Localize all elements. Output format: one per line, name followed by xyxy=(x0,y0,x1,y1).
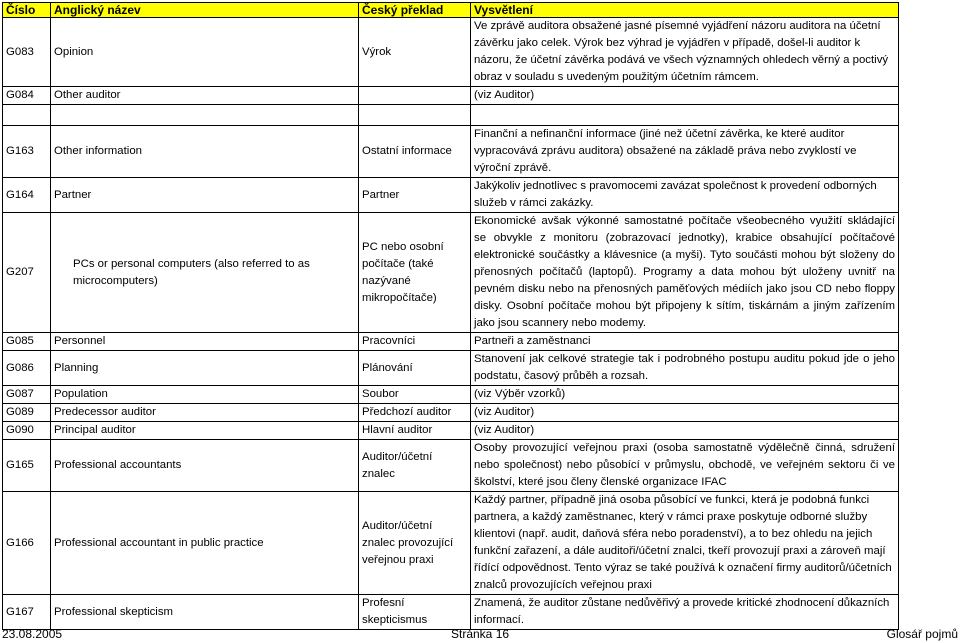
term-english: Partner xyxy=(51,178,359,213)
table-row xyxy=(3,18,899,87)
term-explanation: Stanovení jak celkové strategie tak i podrobného postupu auditu pokud jde o jeho podstatu, časový průběh a rozsah. xyxy=(471,351,899,386)
footer-date: 23.08.2005 xyxy=(2,627,63,641)
term-english: Opinion xyxy=(51,18,359,87)
term-explanation: Partneři a zaměstnanci xyxy=(471,333,899,351)
term-number: G167 xyxy=(3,595,51,630)
table-row xyxy=(3,440,899,492)
term-number: G090 xyxy=(3,422,51,440)
table-row xyxy=(3,422,899,440)
header-czech: Český překlad xyxy=(359,3,471,18)
table-row xyxy=(3,126,899,178)
term-number: G164 xyxy=(3,178,51,213)
term-explanation: Finanční a nefinanční informace (jiné než účetní závěrka, ke které auditor vypracovává zprávu auditora) obsažené na základě práva nebo zvyklostí ve výroční zprávě. xyxy=(471,126,899,178)
term-explanation: Ekonomické avšak výkonné samostatné počítače všeobecného využití skládající se obvykle z monitoru (zobrazovací jednotky), krabice obsahující počítačové elektronické součástky a klávesnice (a myši). Tyto součásti mohou být složeny do přenosných počítačů (laptopů). Programy a data mohou být uloženy uvnitř na pevném disku nebo na přenosných paměťových médiích jako jsou CD nebo floppy disky. Osobní počítače mohou být připojeny k sítím, tiskárnám a jiným zařízením jako jsou scannery nebo modemy. xyxy=(471,213,899,333)
header-number: Číslo xyxy=(3,3,51,18)
term-czech: Partner xyxy=(359,178,471,213)
term-number: G086 xyxy=(3,351,51,386)
term-number: G166 xyxy=(3,492,51,595)
table-row xyxy=(3,386,899,404)
term-number: G083 xyxy=(3,18,51,87)
term-english: Predecessor auditor xyxy=(51,404,359,422)
term-explanation: Znamená, že auditor zůstane nedůvěřivý a provede kritické zhodnocení důkazních informací. xyxy=(471,595,899,630)
term-explanation: Jakýkoliv jednotlivec s pravomocemi zavázat společnost k provedení odborných služeb v rámci zakázky. xyxy=(471,178,899,213)
table-row xyxy=(3,351,899,386)
term-number: G089 xyxy=(3,404,51,422)
term-explanation: (viz Auditor) xyxy=(471,87,899,105)
term-english: Professional accountants xyxy=(51,440,359,492)
term-english: Personnel xyxy=(51,333,359,351)
term-czech: Ostatní informace xyxy=(359,126,471,178)
term-explanation: Ve zprávě auditora obsažené jasné písemné vyjádření názoru auditora na účetní závěrku jako celek. Výrok bez výhrad je vyjádřen v případě, došel-li auditor k názoru, že účetní závěrka podává ve všech významných ohledech věrný a poctivý obraz v souladu s uvedeným použitým účetním rámcem. xyxy=(471,18,899,87)
table-row xyxy=(3,87,899,105)
table-row xyxy=(3,404,899,422)
term-czech: Profesní skepticismus xyxy=(359,595,471,630)
term-czech: PC nebo osobní počítače (také nazývané mikropočítače) xyxy=(359,213,471,333)
header-english: Anglický název xyxy=(51,3,359,18)
table-row xyxy=(3,333,899,351)
term-number: G165 xyxy=(3,440,51,492)
term-number: G163 xyxy=(3,126,51,178)
term-czech: Auditor/účetní znalec xyxy=(359,440,471,492)
footer-page-number: Stránka 16 xyxy=(451,627,510,641)
table-row xyxy=(3,213,899,333)
term-explanation: (viz Výběr vzorků) xyxy=(471,386,899,404)
term-czech xyxy=(359,87,471,105)
term-number: G085 xyxy=(3,333,51,351)
header-explanation: Vysvětlení xyxy=(471,3,899,18)
term-explanation: Osoby provozující veřejnou praxi (osoba samostatně výdělečně činná, sdružení nebo společnost) nebo působící v průmyslu, obchodě, ve veřejném sektoru či ve školství, které jsou členy členské organizace IFAC xyxy=(471,440,899,492)
header-row xyxy=(3,3,899,18)
term-english: Professional accountant in public practice xyxy=(51,492,359,595)
term-czech: Hlavní auditor xyxy=(359,422,471,440)
page-footer xyxy=(0,625,960,643)
term-czech: Plánování xyxy=(359,351,471,386)
term-number: G207 xyxy=(3,213,51,333)
term-explanation: (viz Auditor) xyxy=(471,422,899,440)
table-row xyxy=(3,492,899,595)
term-czech: Soubor xyxy=(359,386,471,404)
term-number: G087 xyxy=(3,386,51,404)
term-explanation: (viz Auditor) xyxy=(471,404,899,422)
term-english: Professional skepticism xyxy=(51,595,359,630)
table-row xyxy=(3,178,899,213)
term-english: Population xyxy=(51,386,359,404)
term-english: Other information xyxy=(51,126,359,178)
blank-row xyxy=(3,105,899,126)
term-english: Other auditor xyxy=(51,87,359,105)
term-english: Planning xyxy=(51,351,359,386)
term-explanation: Každý partner, případně jiná osoba působící ve funkci, která je podobná funkci partnera, a každý zaměstnanec, který v rámci praxe poskytuje odborné služby klientovi (např. audit, daňová sféra nebo poradenství), a to bez ohledu na jejich funkční zařazení, a dále auditoři/účetní znalci, tkeří provozují praxi a zároveň mají řídící odpovědnost. Tento výraz se také používá k označení firmy auditorů/účetních znalců provozujících veřejnou praxi xyxy=(471,492,899,595)
term-english: PCs or personal computers (also referred to as microcomputers) xyxy=(51,213,359,333)
term-czech: Pracovníci xyxy=(359,333,471,351)
glossary-table xyxy=(2,2,899,630)
term-czech: Výrok xyxy=(359,18,471,87)
term-english: Principal auditor xyxy=(51,422,359,440)
footer-document-title: Glosář pojmů xyxy=(886,627,958,641)
term-number: G084 xyxy=(3,87,51,105)
term-czech: Předchozí auditor xyxy=(359,404,471,422)
term-czech: Auditor/účetní znalec provozující veřejnou praxi xyxy=(359,492,471,595)
